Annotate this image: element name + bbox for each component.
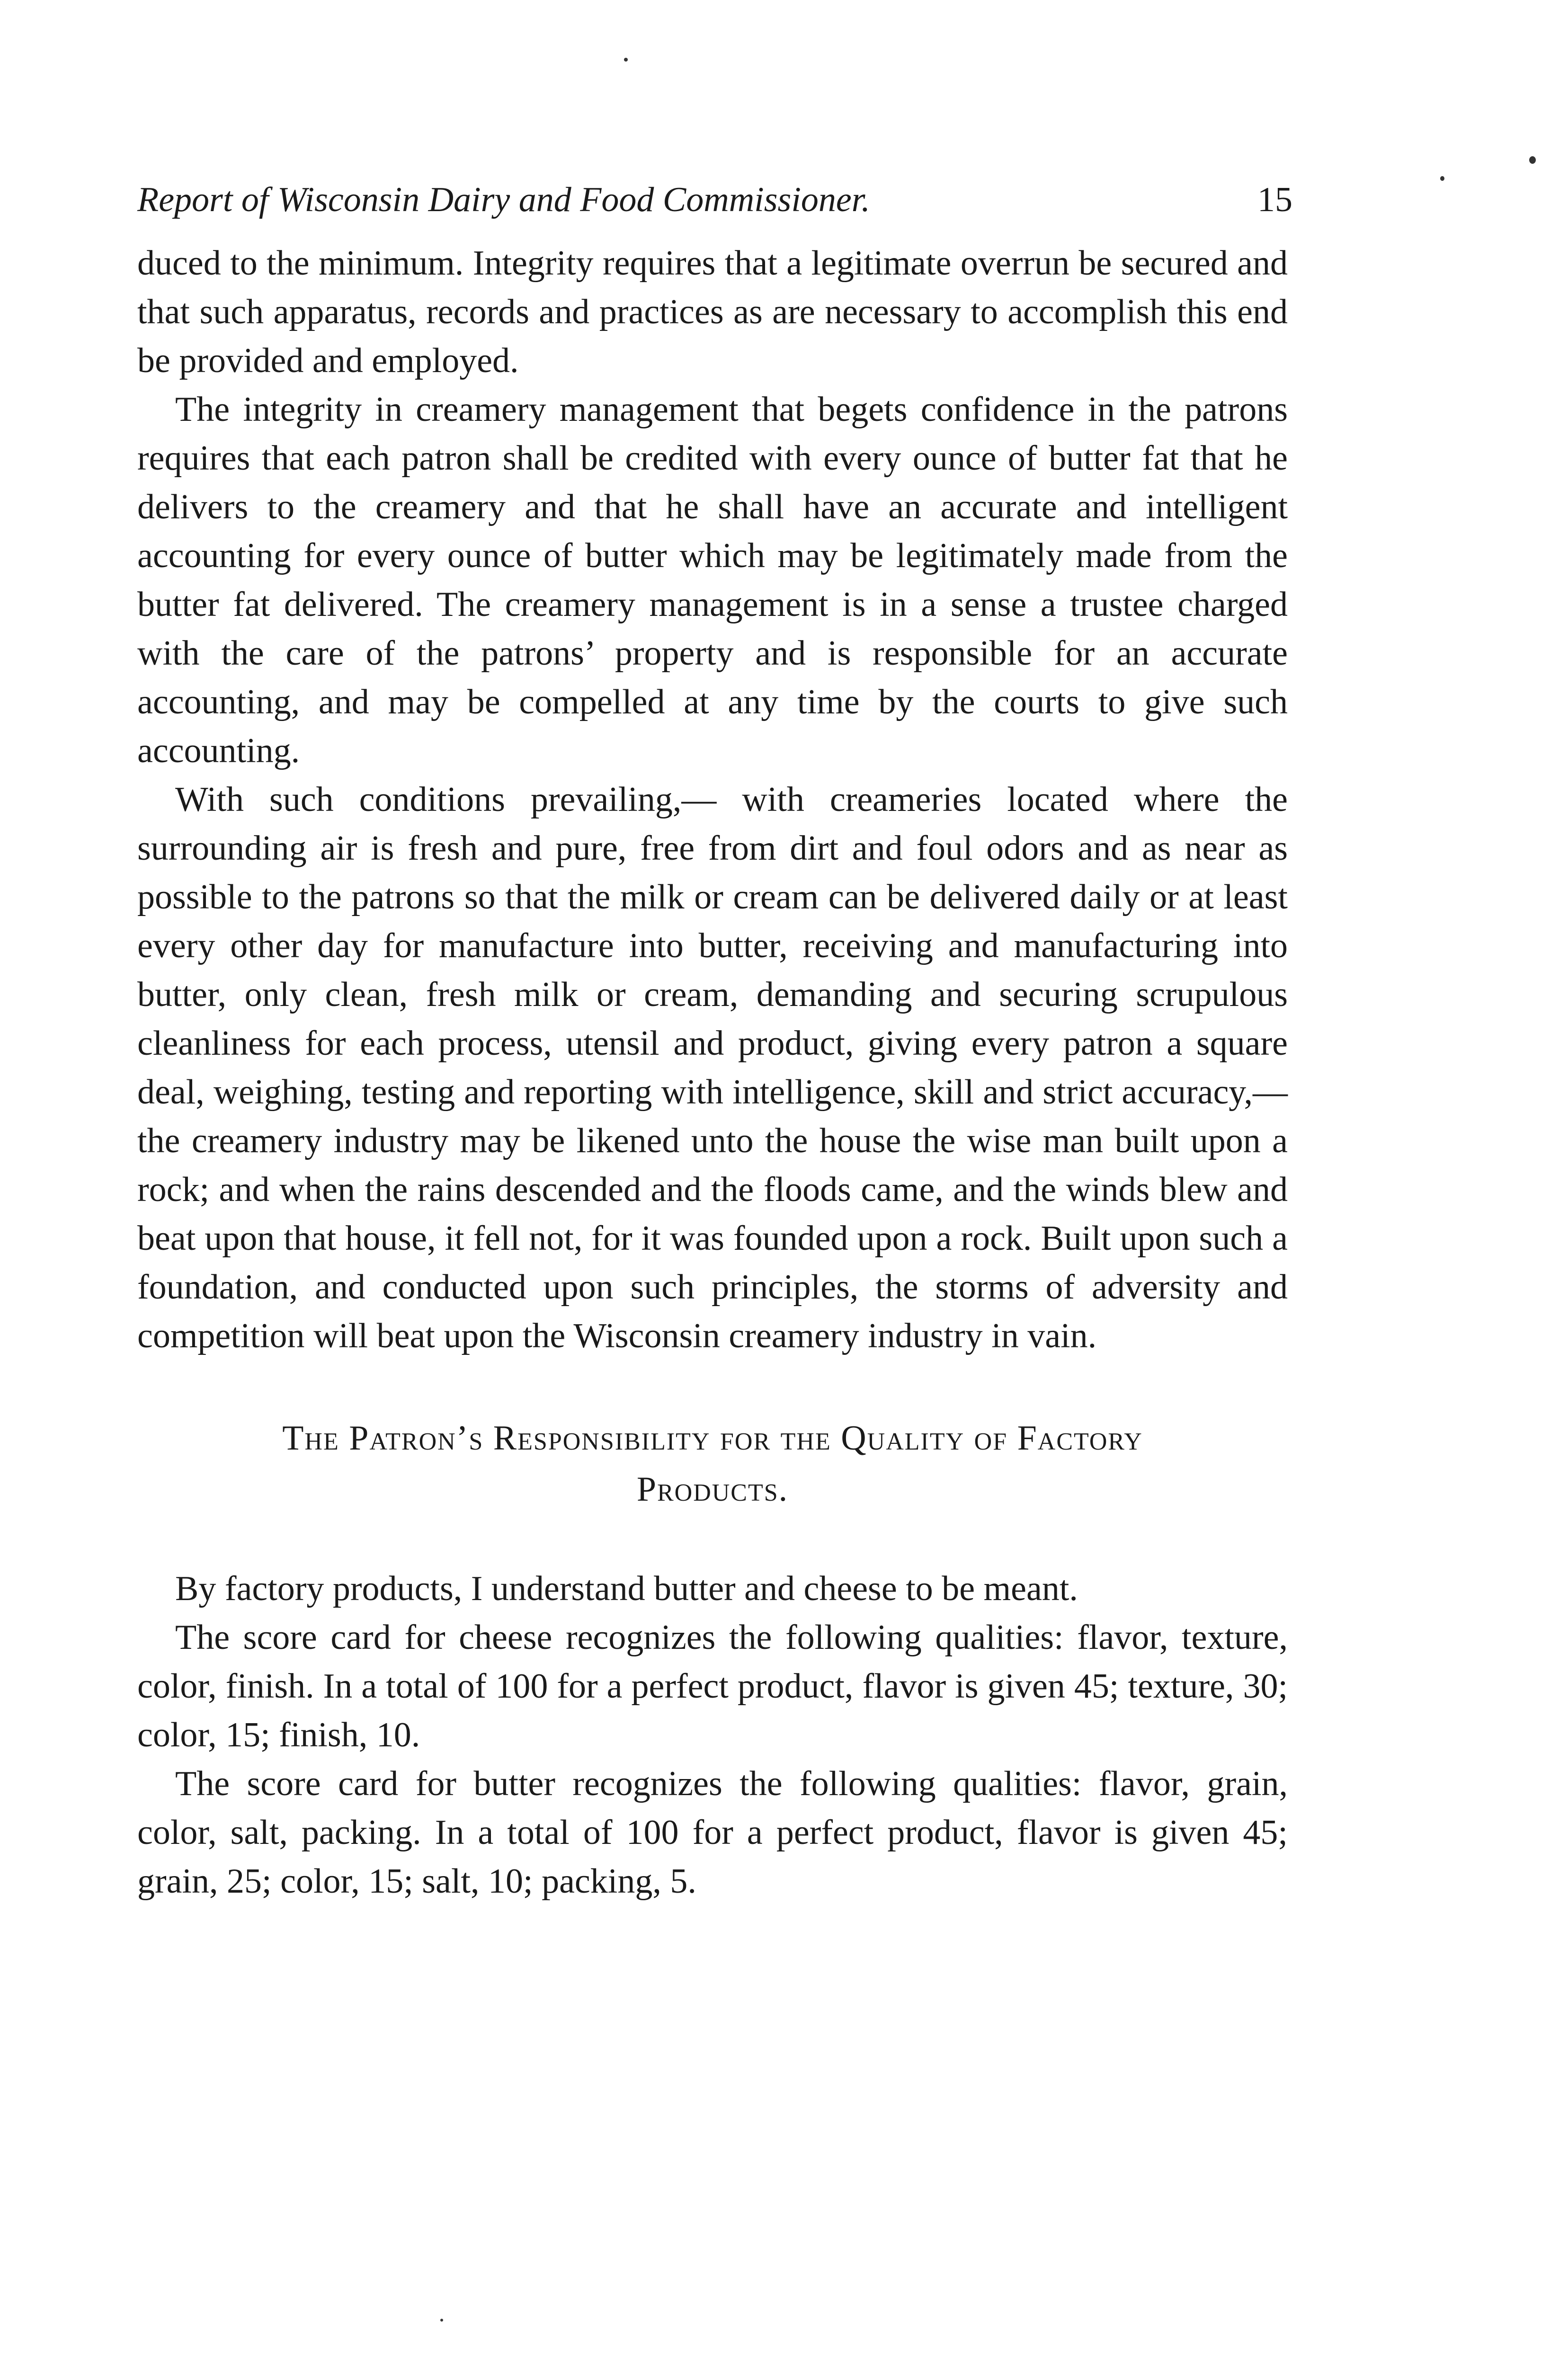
scan-speck	[440, 2319, 443, 2322]
paragraph-butter-score: The score card for butter recognizes the following qualities: flavor, grain, color, salt, packing. In a total of 100 for a perfect product, flavor is given 45; grain, 25; color, 15; salt, 10; packing, 5.	[137, 1764, 1288, 1901]
section-heading-line-1: The Patron’s Responsibility for the Quality of Factory	[282, 1419, 1143, 1458]
scan-speck	[624, 58, 628, 62]
section-heading-line-2: Products.	[636, 1470, 789, 1509]
paragraph-factory-products: By factory products, I understand butter and cheese to be meant.	[175, 1569, 1078, 1608]
paragraph-integrity: The integrity in creamery management that begets confidence in the patrons requires that each patron shall be credited with every ounce of butter fat that he delivers to the creamery and that he shall have an accurate and intelligent accounting for every ounce of butter which may be legitimately made from the butter fat delivered. The creamery management is in a sense a trustee charged with the care of the patrons’ property and is responsible for an accurate accounting, and may be compelled at any time by the courts to give such accounting.	[137, 390, 1288, 770]
section-body	[137, 1565, 1288, 1906]
scan-speck	[1440, 176, 1444, 181]
section-heading	[137, 1413, 1288, 1515]
running-title: Report of Wisconsin Dairy and Food Commissioner.	[137, 180, 870, 219]
running-head	[137, 180, 1292, 220]
paragraph-conditions: With such conditions prevailing,— with creameries located where the surrounding air is fresh and pure, free from dirt and foul odors and as near as possible to the patrons so that the milk or cream can be delivered daily or at least every other day for manufacture into butter, receiving and manufacturing into butter, only clean, fresh milk or cream, demanding and securing scrupulous cleanliness for each process, utensil and product, giving every patron a square deal, weighing, testing and reporting with intelligence, skill and strict accuracy,—the creamery industry may be likened unto the house the wise man built upon a rock; and when the rains descended and the floods came, and the winds blew and beat upon that house, it fell not, for it was founded upon a rock. Built upon such a foundation, and conducted upon such principles, the storms of adversity and competition will beat upon the Wisconsin creamery industry in vain.	[137, 780, 1288, 1355]
scan-speck	[1529, 156, 1536, 164]
paragraph-cheese-score: The score card for cheese recognizes the following qualities: flavor, texture, color, finish. In a total of 100 for a perfect product, flavor is given 45; texture, 30; color, 15; finish, 10.	[137, 1618, 1288, 1754]
page-number: 15	[1257, 180, 1292, 219]
body-text	[137, 239, 1288, 1361]
document-page	[137, 180, 1292, 1906]
paragraph-continued: duced to the minimum. Integrity requires that a legitimate overrun be secured and that such apparatus, records and practices as are necessary to accomplish this end be provided and employed.	[137, 244, 1288, 380]
